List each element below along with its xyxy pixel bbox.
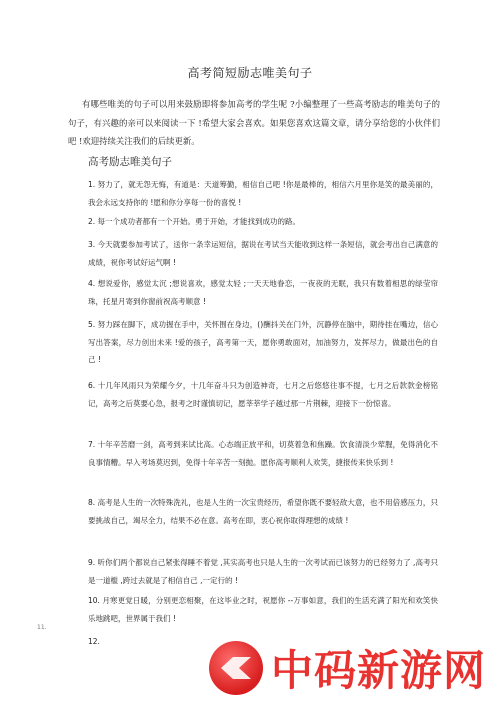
list-item: 4. 想说爱你，感觉太沉 ;想说喜欢，感觉太轻 ;一天天地眷恋，一夜夜的无眠，我只有数着相思的绿莹帘珠，托星月寄到你窗前祝高考顺意 !	[88, 279, 438, 306]
section-heading: 高考励志唯美句子	[88, 156, 172, 168]
list-item: 1. 努力了，就无怨无悔，有道是：天道筹勤，相信自己吧 !你是最棒的，相信六月里你是笑的最美丽的，我会永远支持你的 !愿和你分享每一份的喜悦 !	[88, 180, 438, 207]
watermark-text: 中码新游网	[270, 646, 486, 695]
list-item: 12.	[88, 637, 100, 646]
list-item: 6. 十几年风雨只为荣耀今夕，十几年奋斗只为创造神奇，七月之后悠悠往事不提，七月之后款款金榜铭记，高考之后莫要心急，报考之时谨慎切记，愿莘莘学子越过那一片荆棘，迎接下一份惊喜。	[88, 381, 438, 408]
list-item: 7. 十年辛苦磨一剑，高考到来试比高。心态端正放平和，切莫着急和焦躁。饮食清淡少荤腥，免得消化不良事情糟。早入考场莫迟到，免得十年辛苦一刻抛。愿你高考顺利人欢笑，捷报传来快乐到 !	[88, 440, 438, 467]
list-item: 3. 今天就要参加考试了，送你一条幸运短信，据说在考试当天能收到这样一条短信，就会考出自己满意的成绩，祝你考试好运气啊 !	[88, 240, 438, 267]
list-item: 8. 高考是人生的一次特殊洗礼，也是人生的一次宝贵经历，希望你既不要轻敌大意，也不用倍感压力，只要挑战自己，竭尽全力，结果不必在意。高考在即，衷心祝你取得理想的成绩 !	[88, 498, 438, 525]
site-watermark	[209, 638, 486, 698]
list-item: 9. 听你们两个都说自己紧张得睡不着觉 ,其实高考也只是人生的一次考试而已该努力的已经努力了 ,高考只是一道槛 ,跨过去就是了相信自己 ,一定行的 !	[88, 558, 438, 585]
margin-mark: 11.	[37, 624, 47, 631]
intro-paragraph: 有哪些唯美的句子可以用来鼓励即将参加高考的学生呢 ?小编整理了一些高考励志的唯美句子的句子，有兴趣的亲可以来阅读一下 !希望大家会喜欢。如果您喜欢这篇文章，请分享给您的小伙伴们吧 !欢迎持续关注我们的后续更新。	[68, 99, 440, 146]
list-item: 2. 每一个成功者都有一个开始。勇于开始，才能找到成功的路。	[88, 217, 301, 226]
page-title: 高考简短励志唯美句子	[187, 66, 313, 80]
list-item: 5. 努力踩在脚下，成功握在手中，关怀围在身边，()酬抖关在门外，沉静停在脑中，期待挂在嘴边，信心写出答案，尽力创出未来 !爱的孩子，高考第一天，愿你勇敢面对，加油努力，发挥尽力，做最出色的自己 !	[88, 320, 438, 364]
red-circle-logo-icon	[209, 641, 263, 695]
list-item: 10. 月寒更觉日暖，分别更恋相聚，在这毕业之时，祝愿你 --万事如意，我们的生活充满了阳光和欢笑快乐地跳吧，世界属于我们 !	[88, 596, 438, 623]
